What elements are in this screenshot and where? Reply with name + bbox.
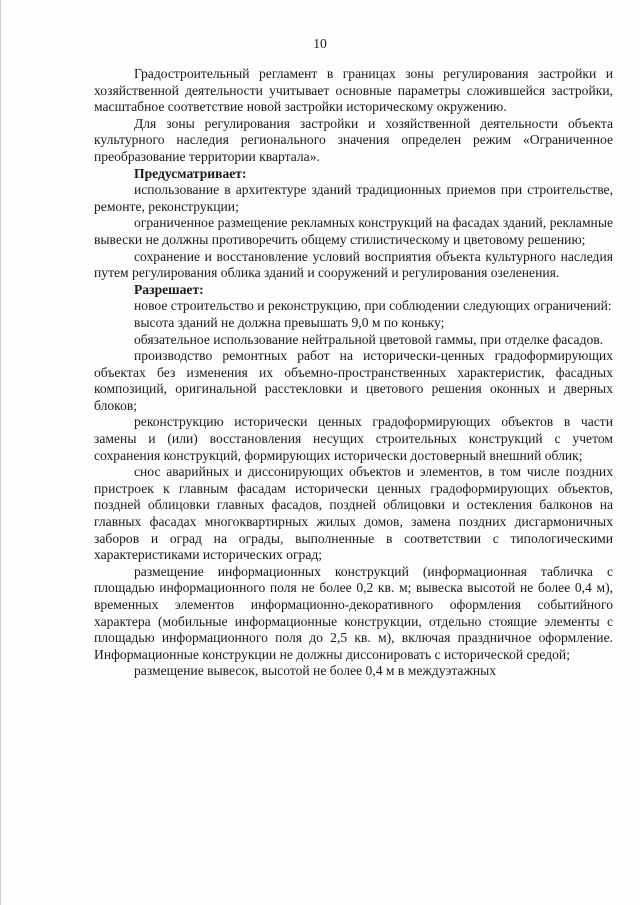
paragraph: снос аварийных и диссонирующих объектов и элементов, в том числе поздних пристроек к главным фасадам исторически ценных градоформирующих объектов, поздней облицовки главных фасадов, поздней облицовки и остекления балконов на главных фасадах многоквартирных жилых домов, замена поздних дисгармоничных заборов и оград на ограды, выполненные в соответствии с типологическими характеристиками исторических оград; — [94, 464, 613, 563]
paragraph: ограниченное размещение рекламных конструкций на фасадах зданий, рекламные вывески не должны противоречить общему стилистическому и цветовому решению; — [94, 215, 613, 247]
paragraph: размещение вывесок, высотой не более 0,4 м в междуэтажных — [134, 663, 497, 679]
paragraph: сохранение и восстановление условий восприятия объекта культурного наследия путем регулирования облика зданий и сооружений и регулирования озеленения. — [94, 248, 613, 281]
paragraph: высота зданий не должна превышать 9,0 м по коньку; — [134, 314, 445, 330]
page-edge — [0, 0, 1, 905]
section-heading: Предусматривает: — [134, 165, 247, 181]
paragraph: Градостроительный регламент в границах зоны регулирования застройки и хозяйственной деятельности учитывает основные параметры сложившейся застройки, масштабное соответствие новой застройки историческому окружению. — [94, 66, 613, 115]
document-body — [94, 66, 613, 680]
paragraph: новое строительство и реконструкцию, при соблюдении следующих ограничений: — [134, 298, 612, 314]
page-number: 10 — [313, 36, 327, 51]
paragraph: Для зоны регулирования застройки и хозяйственной деятельности объекта культурного наследия регионального значения определен режим «Ограниченное преобразование территории квартала». — [94, 115, 613, 164]
paragraph: размещение информационных конструкций (информационная табличка с площадью информационного поля не более 0,2 кв. м; вывеска высотой не более 0,4 м), временных элементов информационно-декоративного оформления событийного характера (мобильные информационные конструкции, отдельно стоящие элементы с площадью информационного поля до 2,5 кв. м), включая праздничное оформление. Информационные конструкции не должны диссонировать с исторической средой; — [94, 563, 613, 662]
section-heading: Разрешает: — [134, 281, 204, 297]
paragraph: использование в архитектуре зданий традиционных приемов при строительстве, ремонте, реконструкции; — [94, 182, 613, 214]
paragraph: реконструкцию исторически ценных градоформирующих объектов в части замены и (или) восстановления несущих строительных конструкций с учетом сохранения конструкций, формирующих исторически достоверный внешний облик; — [94, 414, 613, 463]
paragraph: обязательное использование нейтральной цветовой гаммы, при отделке фасадов. — [134, 331, 604, 347]
paragraph: производство ремонтных работ на исторически-ценных градоформирующих объектах без изменения их объемно-пространственных характеристик, фасадных композиций, оригинальной расстекловки и цветового решения оконных и дверных блоков; — [94, 348, 613, 413]
